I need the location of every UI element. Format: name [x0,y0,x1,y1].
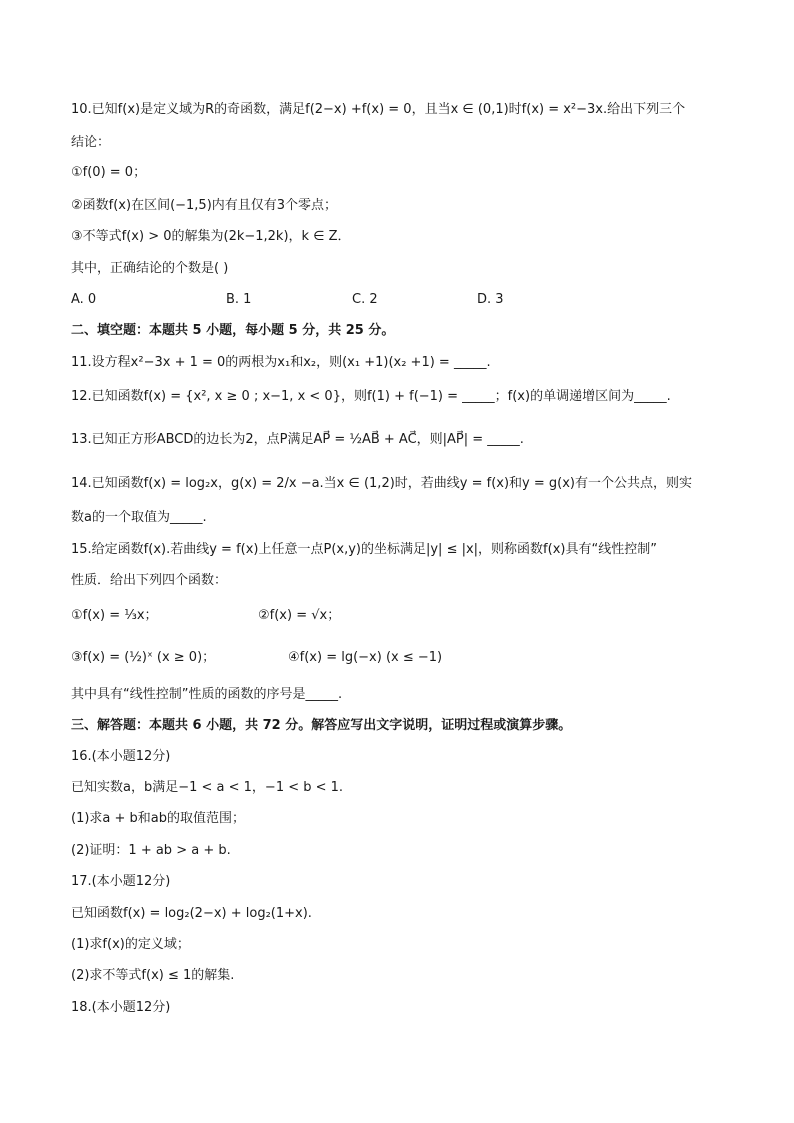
problem-15-line-2: 性质．给出下列四个函数： [71,573,228,588]
conclusion-3: ③不等式f(x) > 0的解集为(2k−1,2k)，k ∈ Z． [71,229,351,244]
function-1: ①f(x) = ⅓x； [71,608,158,623]
problem-14-line-1: 14.已知函数f(x) = log₂x，g(x) = 2/x −a.当x ∈ (1,2)时，若曲线y = f(x)和y = g(x)有一个公共点，则实 [71,476,692,491]
option-a: A. 0 [71,292,97,307]
problem-11: 11.设方程x²−3x + 1 = 0的两根为x₁和x₂，则(x₁ +1)(x₂ +1) = _____. [71,355,491,370]
problem-17-part-1: (1)求f(x)的定义域； [71,937,190,952]
problem-17-given: 已知函数f(x) = log₂(2−x) + log₂(1+x). [71,906,312,921]
problem-16-part-2: (2)证明：1 + ab > a + b. [71,843,231,858]
conclusion-2: ②函数f(x)在区间(−1,5)内有且仅有3个零点； [71,198,338,213]
option-b: B. 1 [226,292,252,307]
problem-10-question: 其中，正确结论的个数是( ) [71,261,229,276]
option-c: C. 2 [352,292,378,307]
function-3: ③f(x) = (½)ˣ (x ≥ 0)； [71,650,216,665]
function-4: ④f(x) = lg(−x) (x ≤ −1) [288,650,443,665]
problem-14-line-2: 数a的一个取值为_____. [71,510,207,525]
function-2: ②f(x) = √x； [258,608,341,623]
conclusion-1: ①f(0) = 0； [71,165,147,180]
problem-13: 13.已知正方形ABCD的边长为2，点P满足AP⃗ = ½AB⃗ + AC⃗，则|AP⃗| = _____. [71,432,524,447]
problem-10-line-2: 结论： [71,135,111,150]
section-2-heading: 二、填空题：本题共 5 小题，每小题 5 分，共 25 分。 [71,323,395,338]
problem-16-part-1: (1)求a + b和ab的取值范围； [71,811,246,826]
problem-15-line-1: 15.给定函数f(x).若曲线y = f(x)上任意一点P(x,y)的坐标满足|y| ≤ |x|，则称函数f(x)具有“线性控制” [71,542,657,557]
option-d: D. 3 [477,292,504,307]
problem-17-title: 17.(本小题12分) [71,874,171,889]
section-3-heading: 三、解答题：本题共 6 小题，共 72 分。解答应写出文字说明，证明过程或演算步骤。 [71,718,572,733]
problem-12: 12.已知函数f(x) = {x², x ≥ 0 ; x−1, x < 0}，则f(1) + f(−1) = _____；f(x)的单调递增区间为_____. [71,389,671,404]
problem-16-title: 16.(本小题12分) [71,749,171,764]
problem-15-question: 其中具有“线性控制”性质的函数的序号是_____. [71,687,343,702]
problem-17-part-2: (2)求不等式f(x) ≤ 1的解集. [71,968,235,983]
problem-18-title: 18.(本小题12分) [71,1000,171,1015]
problem-10-line-1: 10.已知f(x)是定义域为R的奇函数，满足f(2−x) +f(x) = 0，且当x ∈ (0,1)时f(x) = x²−3x.给出下列三个 [71,102,686,117]
problem-16-given: 已知实数a，b满足−1 < a < 1，−1 < b < 1. [71,780,344,795]
